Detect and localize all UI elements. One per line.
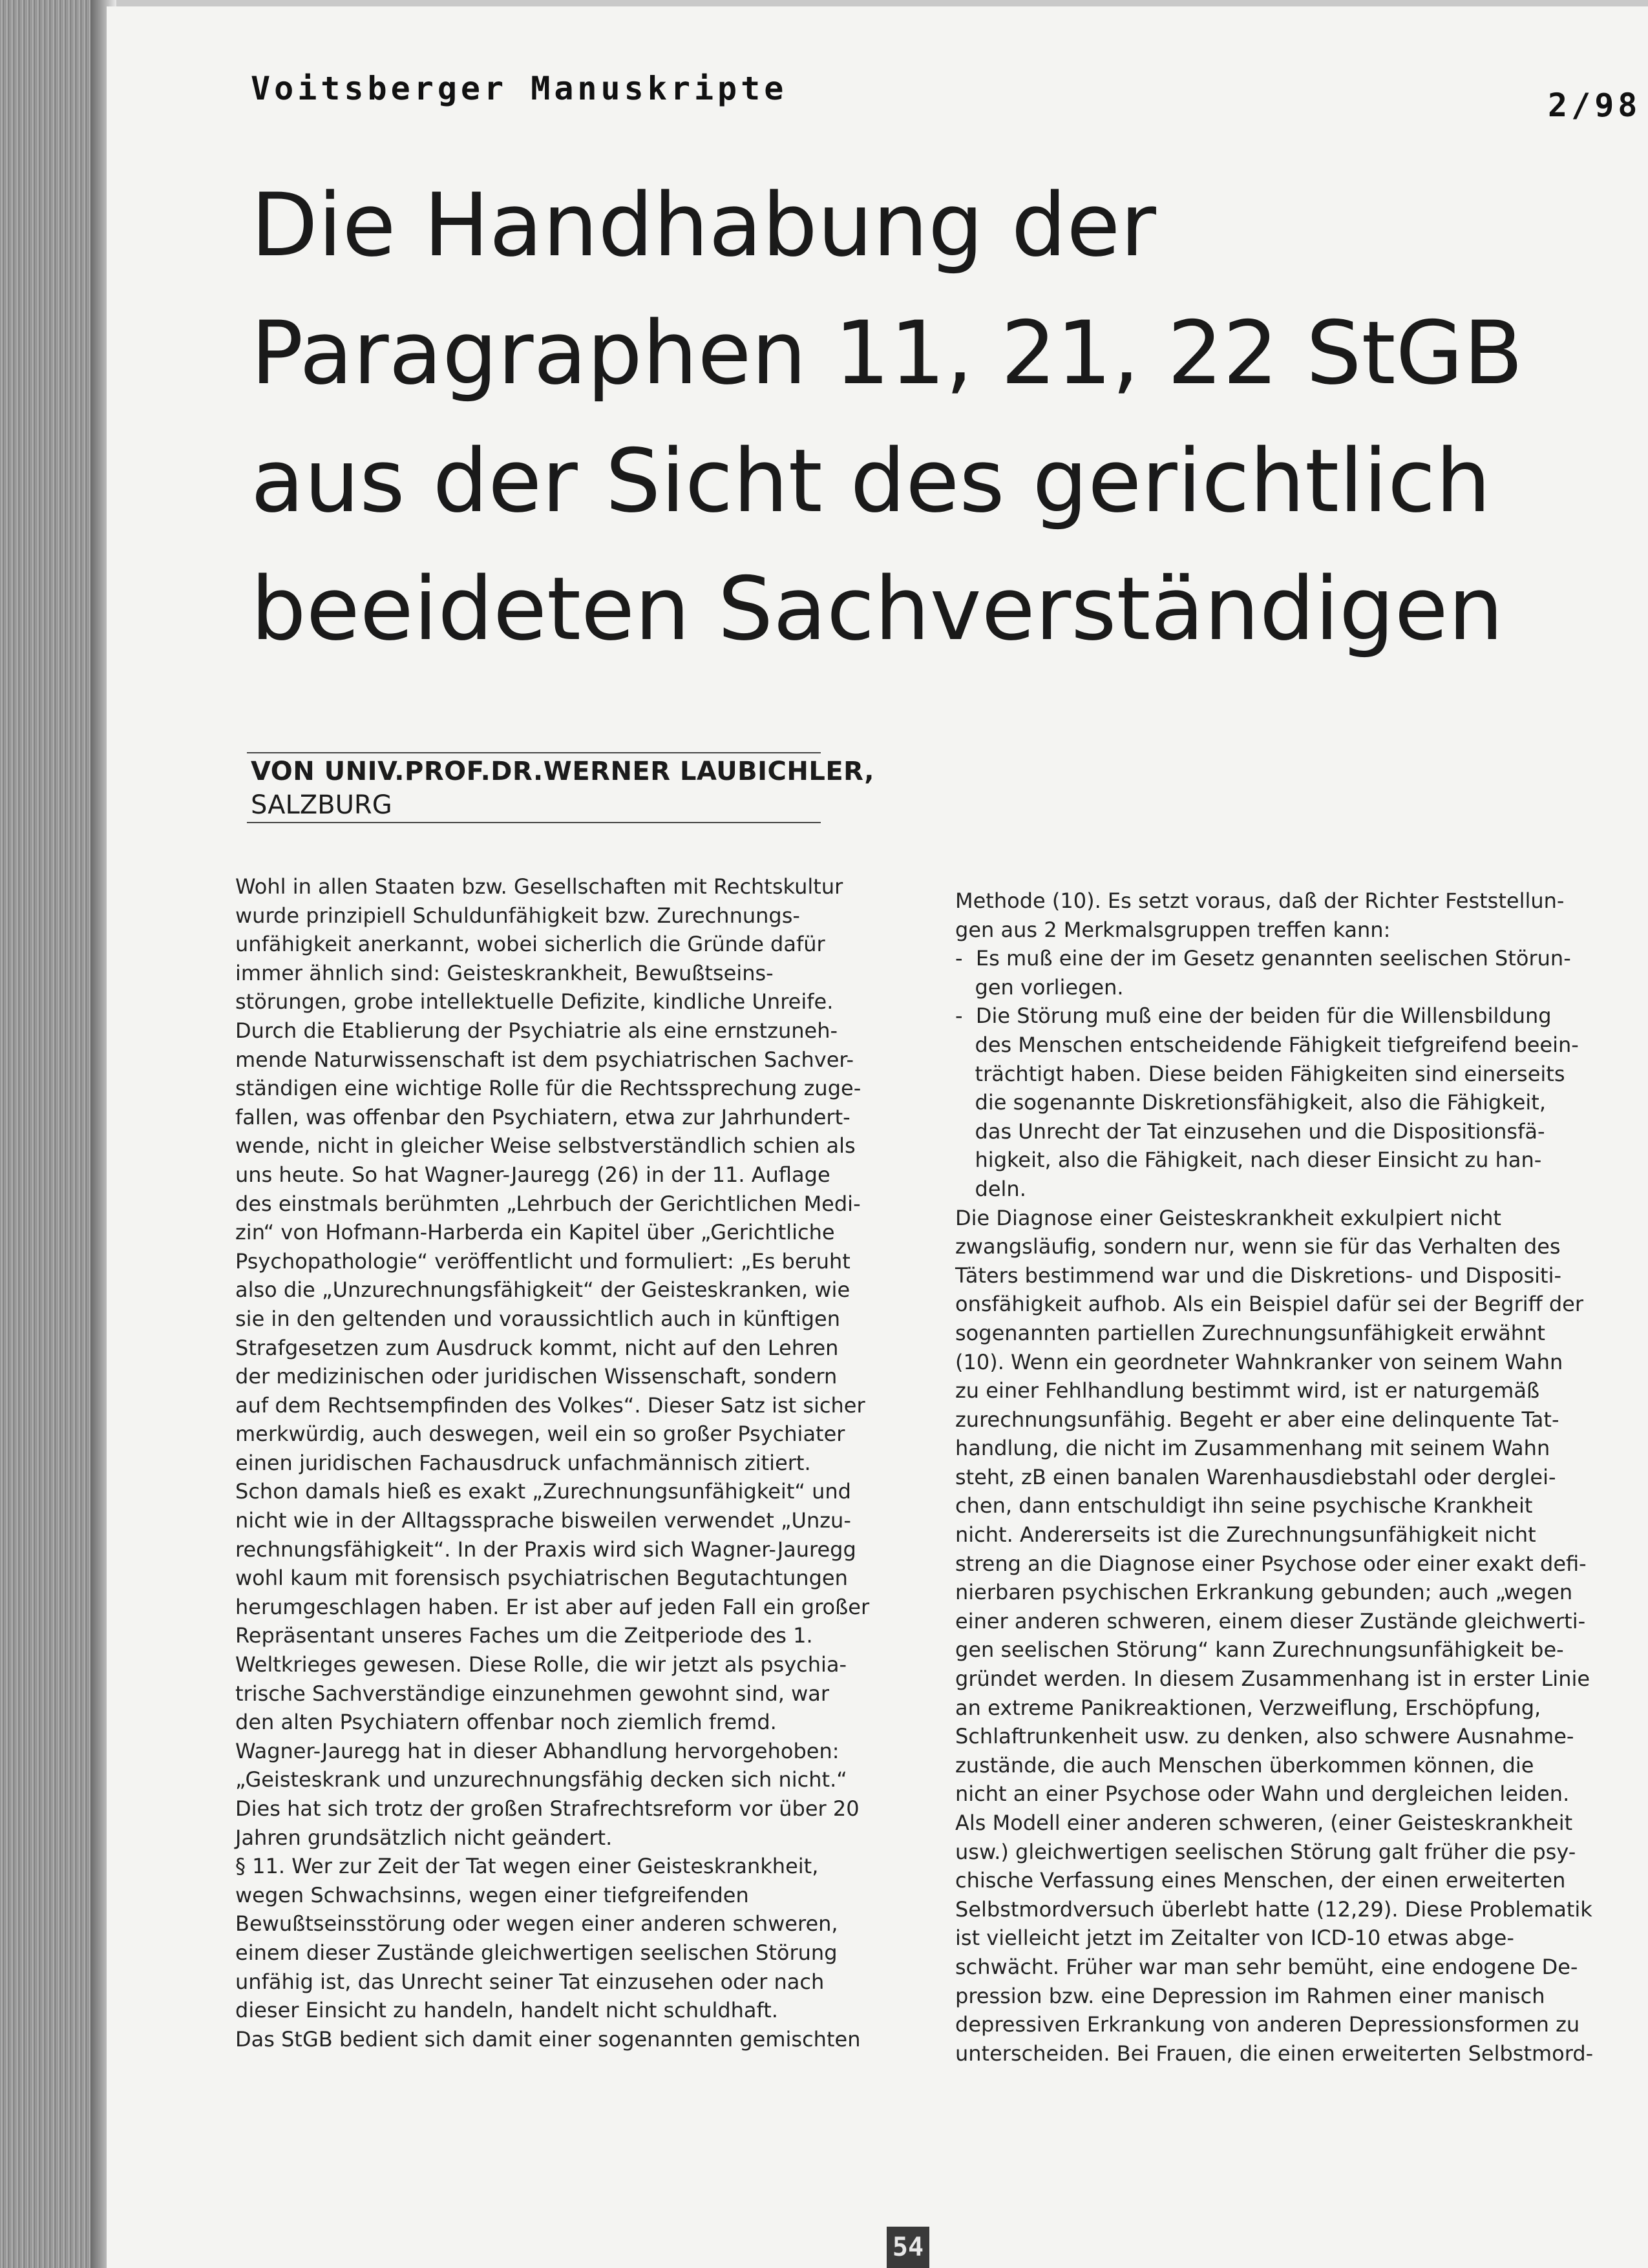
- text-line: rechnungsfähigkeit“. In der Praxis wird sich Wagner-Jauregg: [235, 1537, 856, 1562]
- title-line: beeideten Sachverständigen: [251, 558, 1504, 660]
- text-line: steht, zB einen banalen Warenhausdiebstahl oder derglei-: [955, 1464, 1556, 1489]
- text-line: „Geisteskrank und unzurechnungsfähig decken sich nicht.“: [235, 1767, 847, 1792]
- text-line: mende Naturwissenschaft ist dem psychiatrischen Sachver-: [235, 1047, 854, 1072]
- text-line: das Unrecht der Tat einzusehen und die Dispositionsfä-: [955, 1118, 1545, 1144]
- text-line: einer anderen schweren, einem dieser Zustände gleichwerti-: [955, 1608, 1586, 1633]
- text-line: - Die Störung muß eine der beiden für die Willensbildung: [955, 1003, 1552, 1029]
- text-line: Dies hat sich trotz der großen Strafrechtsreform vor über 20: [235, 1796, 860, 1821]
- text-line: unfähig ist, das Unrecht seiner Tat einzusehen oder nach: [235, 1969, 825, 1994]
- text-line: (10). Wenn ein geordneter Wahnkranker von seinem Wahn: [955, 1349, 1563, 1374]
- text-line: des Menschen entscheidende Fähigkeit tiefgreifend beein-: [955, 1032, 1579, 1057]
- text-line: depressiven Erkrankung von anderen Depressionsformen zu: [955, 2012, 1580, 2037]
- text-line: wegen Schwachsinns, wegen einer tiefgreifenden: [235, 1882, 749, 1907]
- text-line: schwächt. Früher war man sehr bemüht, eine endogene De-: [955, 1954, 1578, 1979]
- text-line: ständigen eine wichtige Rolle für die Rechtssprechung zuge-: [235, 1076, 861, 1101]
- text-line: die sogenannte Diskretionsfähigkeit, also die Fähigkeit,: [955, 1090, 1546, 1115]
- text-line: des einstmals berühmten „Lehrbuch der Gerichtlichen Medi-: [235, 1191, 861, 1216]
- text-line: sogenannten partiellen Zurechnungsunfähigkeit erwähnt: [955, 1320, 1545, 1345]
- text-line: gründet werden. In diesem Zusammenhang ist in erster Linie: [955, 1666, 1590, 1692]
- text-line: gen seelischen Störung“ kann Zurechnungsunfähigkeit be-: [955, 1637, 1564, 1663]
- text-line: trische Sachverständige einzunehmen gewohnt sind, war: [235, 1681, 830, 1706]
- text-line: wurde prinzipiell Schuldunfähigkeit bzw. Zurechnungs-: [235, 903, 800, 928]
- text-line: nicht wie in der Alltagssprache bisweilen verwendet „Unzu-: [235, 1508, 851, 1533]
- text-line: den alten Psychiatern offenbar noch ziemlich fremd.: [235, 1710, 777, 1735]
- text-line: handlung, die nicht im Zusammenhang mit seinem Wahn: [955, 1436, 1550, 1461]
- text-line: zurechnungsunfähig. Begeht er aber eine delinquente Tat-: [955, 1407, 1559, 1432]
- text-line: nicht an einer Psychose oder Wahn und dergleichen leiden.: [955, 1781, 1570, 1807]
- text-line: zu einer Fehlhandlung bestimmt wird, ist er naturgemäß: [955, 1378, 1540, 1403]
- text-line: Jahren grundsätzlich nicht geändert.: [235, 1825, 613, 1850]
- text-line: zustände, die auch Menschen überkommen können, die: [955, 1752, 1534, 1778]
- left-column: [235, 872, 894, 2053]
- text-line: Die Diagnose einer Geisteskrankheit exkulpiert nicht: [955, 1205, 1501, 1230]
- right-column: [955, 887, 1614, 2068]
- text-line: § 11. Wer zur Zeit der Tat wegen einer Geisteskrankheit,: [235, 1854, 819, 1879]
- text-line: Methode (10). Es setzt voraus, daß der Richter Feststellun-: [955, 888, 1565, 913]
- text-line: der medizinischen oder juridischen Wissenschaft, sondern: [235, 1364, 838, 1389]
- text-line: Wagner-Jauregg hat in dieser Abhandlung hervorgehoben:: [235, 1738, 840, 1763]
- text-line: ist vielleicht jetzt im Zeitalter von ICD-10 etwas abge-: [955, 1926, 1514, 1951]
- text-line: Als Modell einer anderen schweren, (einer Geisteskrankheit: [955, 1811, 1573, 1835]
- text-line: Wohl in allen Staaten bzw. Gesellschaften mit Rechtskultur: [235, 874, 843, 899]
- text-line: gen aus 2 Merkmalsgruppen treffen kann:: [955, 917, 1391, 942]
- text-line: sie in den geltenden und voraussichtlich auch in künftigen: [235, 1306, 840, 1331]
- text-line: Schon damals hieß es exakt „Zurechnungsunfähigkeit“ und: [235, 1479, 851, 1504]
- text-line: Repräsentant unseres Faches um die Zeitperiode des 1.: [235, 1623, 813, 1648]
- title-line: Paragraphen 11, 21, 22 StGB: [251, 302, 1523, 404]
- text-line: Durch die Etablierung der Psychiatrie als eine ernstzuneh-: [235, 1018, 838, 1043]
- text-line: also die „Unzurechnungsfähigkeit“ der Geisteskranken, wie: [235, 1277, 850, 1303]
- text-line: gen vorliegen.: [955, 974, 1124, 1000]
- text-line: onsfähigkeit aufhob. Als ein Beispiel dafür sei der Begriff der: [955, 1292, 1583, 1317]
- text-line: merkwürdig, auch deswegen, weil ein so großer Psychiater: [235, 1422, 845, 1447]
- text-line: chische Verfassung eines Menschen, der einen erweiterten: [955, 1868, 1566, 1893]
- text-line: - Es muß eine der im Gesetz genannten seelischen Störun-: [955, 946, 1571, 971]
- text-line: uns heute. So hat Wagner-Jauregg (26) in der 11. Auflage: [235, 1162, 830, 1187]
- text-line: einen juridischen Fachausdruck unfachmännisch zitiert.: [235, 1450, 811, 1475]
- text-line: dieser Einsicht zu handeln, handelt nicht schuldhaft.: [235, 1998, 778, 2023]
- article-title: [251, 162, 1543, 673]
- author-rule-top: [247, 752, 821, 753]
- text-line: Das StGB bedient sich damit einer sogenannten gemischten: [235, 2026, 861, 2052]
- text-line: pression bzw. eine Depression im Rahmen einer manisch: [955, 1983, 1545, 2008]
- author-location: SALZBURG: [251, 790, 392, 820]
- text-line: Bewußtseinsstörung oder wegen einer anderen schweren,: [235, 1911, 838, 1937]
- issue-number: 2/98: [1548, 87, 1642, 124]
- text-line: deln.: [955, 1176, 1026, 1201]
- text-line: fallen, was offenbar den Psychiatern, etwa zur Jahrhundert-: [235, 1104, 850, 1129]
- text-line: higkeit, also die Fähigkeit, nach dieser Einsicht zu han-: [955, 1148, 1542, 1173]
- author-rule-bottom: [247, 822, 821, 823]
- text-line: einem dieser Zustände gleichwertigen seelischen Störung: [235, 1940, 838, 1965]
- text-line: zwangsläufig, sondern nur, wenn sie für das Verhalten des: [955, 1234, 1561, 1259]
- title-line: Die Handhabung der: [251, 174, 1156, 276]
- text-line: an extreme Panikreaktionen, Verzweiflung, Erschöpfung,: [955, 1695, 1541, 1720]
- text-line: usw.) gleichwertigen seelischen Störung galt früher die psy-: [955, 1839, 1576, 1864]
- journal-name: Voitsberger Manuskripte: [251, 70, 788, 107]
- text-line: immer ähnlich sind: Geisteskrankheit, Bewußtseins-: [235, 960, 774, 985]
- text-line: chen, dann entschuldigt ihn seine psychische Krankheit: [955, 1493, 1533, 1518]
- text-line: unfähigkeit anerkannt, wobei sicherlich die Gründe dafür: [235, 932, 825, 957]
- text-line: nierbaren psychischen Erkrankung gebunden; auch „wegen: [955, 1580, 1573, 1605]
- page-number: 54: [887, 2227, 929, 2268]
- author-name: VON UNIV.PROF.DR.WERNER LAUBICHLER,: [251, 757, 874, 786]
- text-line: Schlaftrunkenheit usw. zu denken, also schwere Ausnahme-: [955, 1724, 1574, 1749]
- text-line: zin“ von Hofmann-Harberda ein Kapitel über „Gerichtliche: [235, 1220, 835, 1245]
- title-line: aus der Sicht des gerichtlich: [251, 430, 1491, 532]
- text-line: unterscheiden. Bei Frauen, die einen erweiterten Selbstmord-: [955, 2041, 1594, 2066]
- text-line: auf dem Rechtsempfinden des Volkes“. Dieser Satz ist sicher: [235, 1392, 865, 1418]
- text-line: Selbstmordversuch überlebt hatte (12,29). Diese Problematik: [955, 1896, 1592, 1922]
- author-block: [251, 755, 874, 822]
- text-line: streng an die Diagnose einer Psychose oder einer exakt defi-: [955, 1551, 1587, 1576]
- text-line: wende, nicht in gleicher Weise selbstverständlich schien als: [235, 1133, 856, 1159]
- text-line: nicht. Andererseits ist die Zurechnungsunfähigkeit nicht: [955, 1522, 1536, 1548]
- text-line: Täters bestimmend war und die Diskretions- und Dispositi-: [955, 1263, 1562, 1288]
- text-line: Psychopathologie“ veröffentlicht und formuliert: „Es beruht: [235, 1248, 850, 1274]
- text-line: herumgeschlagen haben. Er ist aber auf jeden Fall ein großer: [235, 1594, 870, 1619]
- text-line: Strafgesetzen zum Ausdruck kommt, nicht auf den Lehren: [235, 1335, 839, 1360]
- text-line: störungen, grobe intellektuelle Defizite, kindliche Unreife.: [235, 989, 834, 1014]
- text-line: wohl kaum mit forensisch psychiatrischen Begutachtungen: [235, 1566, 848, 1591]
- text-line: Weltkrieges gewesen. Diese Rolle, die wir jetzt als psychia-: [235, 1652, 847, 1677]
- text-line: trächtigt haben. Diese beiden Fähigkeiten sind einerseits: [955, 1061, 1565, 1086]
